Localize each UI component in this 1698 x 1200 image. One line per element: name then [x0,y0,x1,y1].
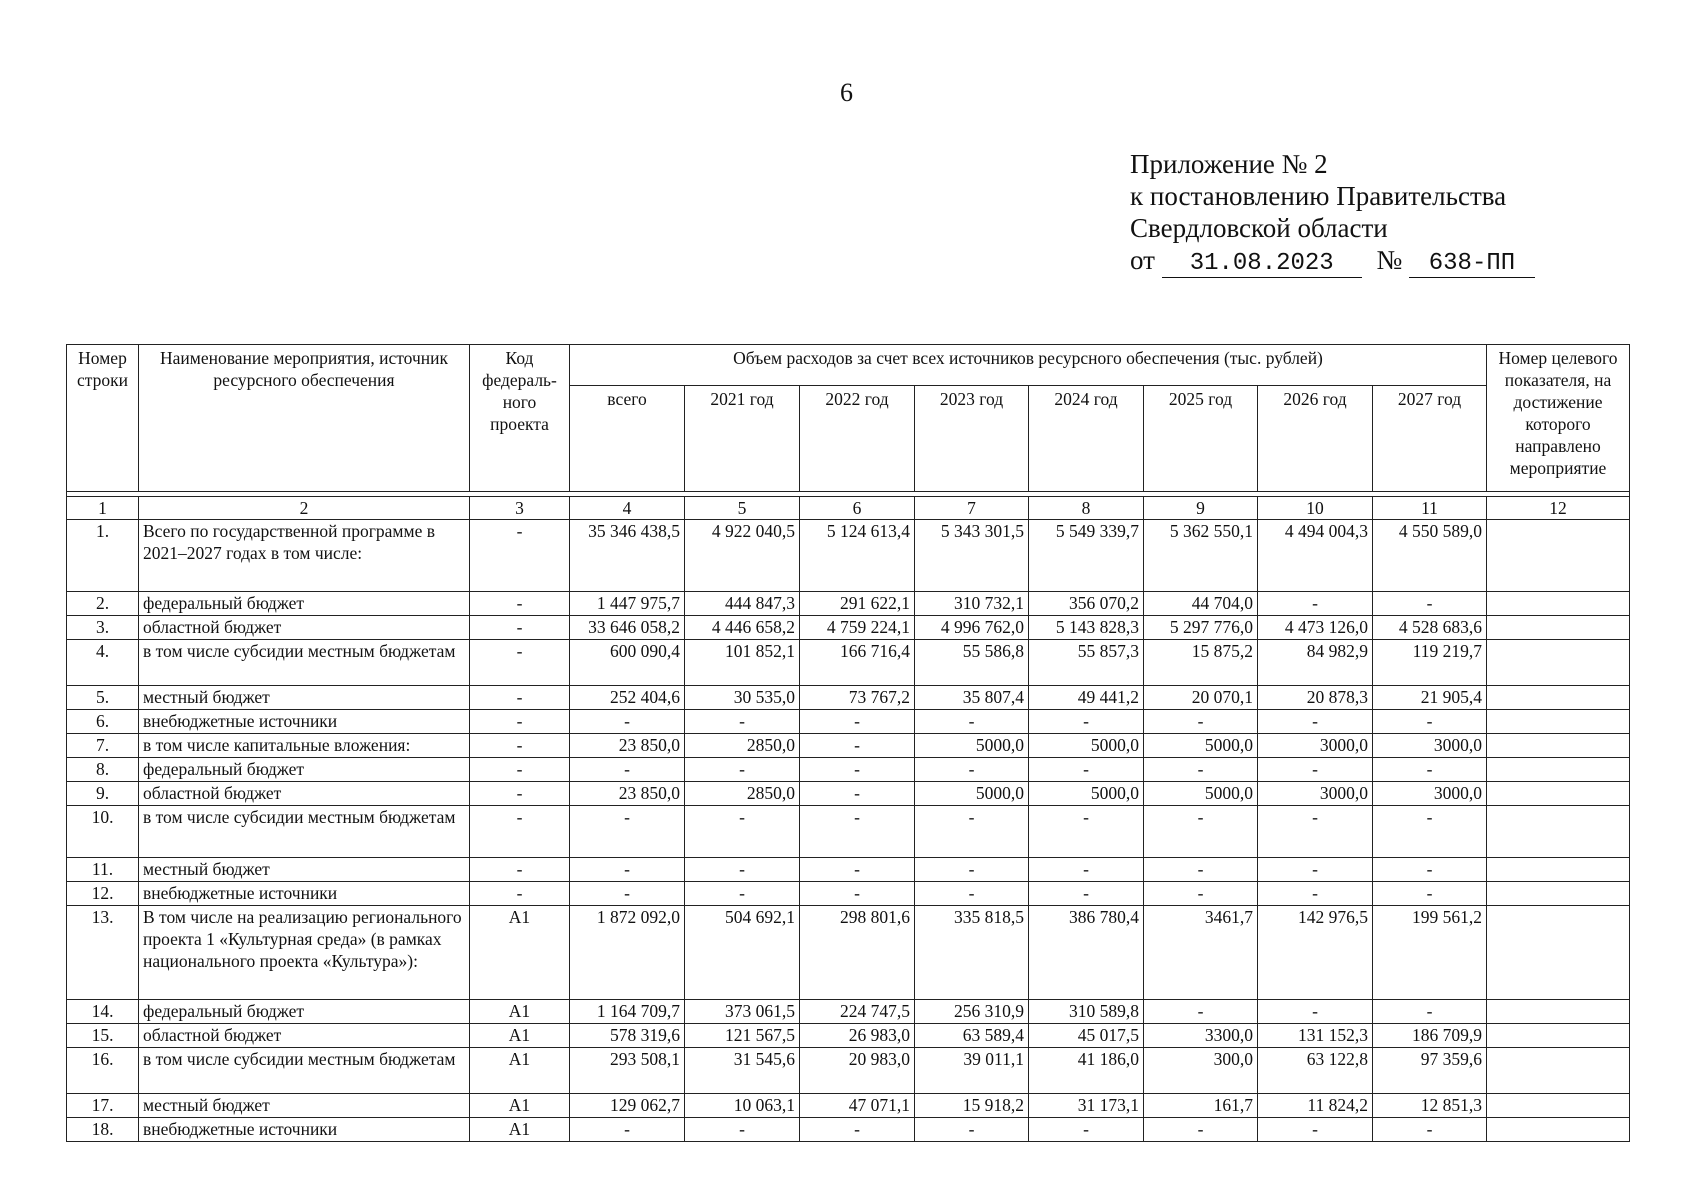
row-value: - [1258,592,1373,616]
row-value: 578 319,6 [570,1024,685,1048]
row-value: 5000,0 [1029,734,1144,758]
row-target [1487,882,1630,906]
row-target [1487,734,1630,758]
row-value: 31 545,6 [685,1048,800,1094]
table-row [67,1048,1630,1094]
table-row [67,858,1630,882]
row-code: - [470,592,570,616]
budget-table-container [66,344,1630,1142]
row-name: В том числе на реализацию регионального проекта 1 «Культурная среда» (в рамках национального проекта «Культура»): [139,906,470,1000]
row-value: - [1029,710,1144,734]
row-name: в том числе капитальные вложения: [139,734,470,758]
header-year-2022: 2022 год [800,386,915,492]
row-value: 4 922 040,5 [685,520,800,592]
row-value: 63 589,4 [915,1024,1029,1048]
row-value: 2850,0 [685,734,800,758]
row-value: 30 535,0 [685,686,800,710]
row-value: 5 297 776,0 [1144,616,1258,640]
header-year-2026: 2026 год [1258,386,1373,492]
row-value: 5000,0 [1144,782,1258,806]
row-value: 15 875,2 [1144,640,1258,686]
row-value: 373 061,5 [685,1000,800,1024]
row-value: - [1373,758,1487,782]
row-number: 1. [67,520,139,592]
row-value: 23 850,0 [570,782,685,806]
table-row [67,1024,1630,1048]
row-value: - [1144,1000,1258,1024]
row-value: - [1029,1118,1144,1142]
row-name: Всего по государственной программе в 2021–2027 годах в том числе: [139,520,470,592]
row-value: 504 692,1 [685,906,800,1000]
row-value: 386 780,4 [1029,906,1144,1000]
row-value: 310 589,8 [1029,1000,1144,1024]
table-row [67,1094,1630,1118]
row-value: 41 186,0 [1029,1048,1144,1094]
header-year-2025: 2025 год [1144,386,1258,492]
table-row [67,686,1630,710]
row-value: 3000,0 [1373,734,1487,758]
row-value: - [915,710,1029,734]
row-value: - [800,1118,915,1142]
row-value: 3461,7 [1144,906,1258,1000]
column-number: 5 [685,497,800,520]
row-name: федеральный бюджет [139,592,470,616]
table-row [67,906,1630,1000]
row-value: - [1373,1118,1487,1142]
row-number: 18. [67,1118,139,1142]
row-code: А1 [470,1118,570,1142]
row-value: - [800,758,915,782]
row-code: - [470,758,570,782]
column-number: 2 [139,497,470,520]
row-value: - [1258,1118,1373,1142]
column-number: 9 [1144,497,1258,520]
row-value: 5000,0 [915,782,1029,806]
row-number: 11. [67,858,139,882]
row-target [1487,858,1630,882]
table-row [67,710,1630,734]
header-volume: Объем расходов за счет всех источников ресурсного обеспечения (тыс. рублей) [570,345,1487,386]
row-value: 101 852,1 [685,640,800,686]
row-value: 600 090,4 [570,640,685,686]
row-value: 1 872 092,0 [570,906,685,1000]
row-number: 16. [67,1048,139,1094]
column-number-row [67,497,1630,520]
table-row [67,520,1630,592]
row-value: - [800,710,915,734]
row-name: местный бюджет [139,1094,470,1118]
row-value: - [1373,592,1487,616]
row-name: местный бюджет [139,686,470,710]
row-value: 11 824,2 [1258,1094,1373,1118]
row-value: - [685,710,800,734]
row-code: - [470,616,570,640]
table-row [67,734,1630,758]
row-value: - [1029,806,1144,858]
decree-date: 31.08.2023 [1162,251,1362,278]
row-value: - [800,782,915,806]
header-row-1 [67,345,1630,386]
column-number: 11 [1373,497,1487,520]
row-value: - [800,734,915,758]
row-name: в том числе субсидии местным бюджетам [139,1048,470,1094]
row-value: 35 346 438,5 [570,520,685,592]
row-number: 3. [67,616,139,640]
row-value: 5000,0 [1029,782,1144,806]
row-code: - [470,686,570,710]
column-number: 4 [570,497,685,520]
row-value: 256 310,9 [915,1000,1029,1024]
row-name: областной бюджет [139,782,470,806]
column-number: 10 [1258,497,1373,520]
table-row [67,592,1630,616]
row-name: в том числе субсидии местным бюджетам [139,640,470,686]
column-number: 6 [800,497,915,520]
row-value: 4 996 762,0 [915,616,1029,640]
row-code: А1 [470,906,570,1000]
header-year-2024: 2024 год [1029,386,1144,492]
table-row [67,782,1630,806]
row-target [1487,1094,1630,1118]
row-number: 12. [67,882,139,906]
table-body [67,492,1630,1142]
row-code: - [470,710,570,734]
row-name: федеральный бюджет [139,1000,470,1024]
row-name: в том числе субсидии местным бюджетам [139,806,470,858]
row-value: 310 732,1 [915,592,1029,616]
row-number: 13. [67,906,139,1000]
table-row [67,640,1630,686]
row-value: - [1258,882,1373,906]
header-year-2021: 2021 год [685,386,800,492]
row-value: 5000,0 [915,734,1029,758]
row-value: 3300,0 [1144,1024,1258,1048]
page-number: 6 [840,78,853,107]
row-code: А1 [470,1000,570,1024]
row-value: 2850,0 [685,782,800,806]
column-number: 8 [1029,497,1144,520]
row-value: - [685,1118,800,1142]
row-code: - [470,640,570,686]
row-value: - [1258,858,1373,882]
row-value: 5 143 828,3 [1029,616,1144,640]
table-row [67,806,1630,858]
row-value: 293 508,1 [570,1048,685,1094]
row-target [1487,1024,1630,1048]
row-number: 10. [67,806,139,858]
row-value: - [570,758,685,782]
decree-number: 638-ПП [1409,251,1535,278]
row-value: 131 152,3 [1258,1024,1373,1048]
row-value: - [1258,758,1373,782]
row-number: 7. [67,734,139,758]
row-value: - [1258,806,1373,858]
date-prefix: от [1130,245,1155,275]
row-name: местный бюджет [139,858,470,882]
row-value: 97 359,6 [1373,1048,1487,1094]
row-value: - [685,882,800,906]
row-value: 121 567,5 [685,1024,800,1048]
row-value: 55 857,3 [1029,640,1144,686]
row-value: - [570,806,685,858]
row-value: 20 070,1 [1144,686,1258,710]
row-value: - [685,858,800,882]
row-target [1487,592,1630,616]
row-code: - [470,782,570,806]
row-target [1487,1118,1630,1142]
row-code: А1 [470,1094,570,1118]
row-value: 5 343 301,5 [915,520,1029,592]
row-target [1487,520,1630,592]
column-number: 12 [1487,497,1630,520]
appendix-title: Приложение № 2 [1130,149,1328,179]
row-value: - [915,858,1029,882]
row-target [1487,616,1630,640]
budget-table [66,344,1630,1142]
row-value: 39 011,1 [915,1048,1029,1094]
row-code: А1 [470,1048,570,1094]
row-value: 3000,0 [1258,734,1373,758]
row-value: - [800,882,915,906]
row-value: 4 550 589,0 [1373,520,1487,592]
header-year-2027: 2027 год [1373,386,1487,492]
row-value: 26 983,0 [800,1024,915,1048]
column-number: 7 [915,497,1029,520]
row-number: 2. [67,592,139,616]
header-year-2023: 2023 год [915,386,1029,492]
row-target [1487,1048,1630,1094]
row-target [1487,806,1630,858]
row-value: 4 528 683,6 [1373,616,1487,640]
row-value: 166 716,4 [800,640,915,686]
row-value: 356 070,2 [1029,592,1144,616]
row-value: 20 878,3 [1258,686,1373,710]
row-value: 161,7 [1144,1094,1258,1118]
row-value: 10 063,1 [685,1094,800,1118]
header-target: Номер целевого показателя, на достижение которого направлено мероприятие [1487,345,1630,492]
row-value: - [915,882,1029,906]
row-value: 252 404,6 [570,686,685,710]
appendix-date-line [1130,244,1535,278]
row-value: - [1029,758,1144,782]
row-value: 298 801,6 [800,906,915,1000]
row-value: 5 124 613,4 [800,520,915,592]
row-number: 15. [67,1024,139,1048]
row-value: 55 586,8 [915,640,1029,686]
row-number: 17. [67,1094,139,1118]
row-value: 142 976,5 [1258,906,1373,1000]
column-number: 1 [67,497,139,520]
row-value: 15 918,2 [915,1094,1029,1118]
row-value: 186 709,9 [1373,1024,1487,1048]
row-value: 45 017,5 [1029,1024,1144,1048]
column-number: 3 [470,497,570,520]
row-value: 23 850,0 [570,734,685,758]
row-target [1487,782,1630,806]
table-row [67,1118,1630,1142]
row-value: 291 622,1 [800,592,915,616]
row-value: 4 446 658,2 [685,616,800,640]
row-value: - [1373,858,1487,882]
row-value: - [1373,1000,1487,1024]
row-number: 4. [67,640,139,686]
row-target [1487,1000,1630,1024]
row-code: - [470,734,570,758]
row-value: 31 173,1 [1029,1094,1144,1118]
row-value: 12 851,3 [1373,1094,1487,1118]
row-name: внебюджетные источники [139,1118,470,1142]
row-value: 21 905,4 [1373,686,1487,710]
row-value: 35 807,4 [915,686,1029,710]
row-value: 5000,0 [1144,734,1258,758]
row-value: - [800,806,915,858]
row-value: - [1373,882,1487,906]
row-number: 9. [67,782,139,806]
row-value: 73 767,2 [800,686,915,710]
row-value: - [1144,758,1258,782]
row-value: 33 646 058,2 [570,616,685,640]
row-value: - [1258,1000,1373,1024]
row-value: 4 759 224,1 [800,616,915,640]
row-value: - [1144,882,1258,906]
row-value: - [800,858,915,882]
row-value: 444 847,3 [685,592,800,616]
row-code: А1 [470,1024,570,1048]
row-value: - [915,1118,1029,1142]
row-target [1487,906,1630,1000]
row-value: - [1029,858,1144,882]
row-number: 6. [67,710,139,734]
number-prefix: № [1376,245,1403,275]
row-target [1487,686,1630,710]
row-value: 47 071,1 [800,1094,915,1118]
row-value: 199 561,2 [1373,906,1487,1000]
row-name: внебюджетные источники [139,882,470,906]
row-value: - [1029,882,1144,906]
row-value: 3000,0 [1373,782,1487,806]
header-name: Наименование мероприятия, источник ресурсного обеспечения [139,345,470,492]
row-code: - [470,858,570,882]
row-value: - [570,882,685,906]
row-name: областной бюджет [139,616,470,640]
header-code: Код федераль-ного проекта [470,345,570,492]
row-value: 20 983,0 [800,1048,915,1094]
row-value: - [570,1118,685,1142]
row-value: 5 362 550,1 [1144,520,1258,592]
row-value: 84 982,9 [1258,640,1373,686]
row-value: - [1144,1118,1258,1142]
row-name: федеральный бюджет [139,758,470,782]
row-value: 1 164 709,7 [570,1000,685,1024]
row-number: 14. [67,1000,139,1024]
row-code: - [470,520,570,592]
header-total: всего [570,386,685,492]
row-value: - [685,758,800,782]
row-value: - [915,806,1029,858]
header-row-number: Номер строки [67,345,139,492]
row-value: - [570,710,685,734]
row-name: внебюджетные источники [139,710,470,734]
row-number: 5. [67,686,139,710]
row-value: 119 219,7 [1373,640,1487,686]
row-code: - [470,882,570,906]
row-value: - [570,858,685,882]
row-value: 335 818,5 [915,906,1029,1000]
row-value: - [1144,806,1258,858]
row-value: - [1144,710,1258,734]
row-number: 8. [67,758,139,782]
row-value: 224 747,5 [800,1000,915,1024]
row-code: - [470,806,570,858]
appendix-line-2: к постановлению Правительства [1130,181,1507,211]
row-value: - [1258,710,1373,734]
row-value: - [1144,858,1258,882]
row-value: 49 441,2 [1029,686,1144,710]
row-value: 4 494 004,3 [1258,520,1373,592]
table-row [67,882,1630,906]
appendix-line-3: Свердловской области [1130,213,1388,243]
row-value: 1 447 975,7 [570,592,685,616]
table-row [67,616,1630,640]
row-value: 129 062,7 [570,1094,685,1118]
row-target [1487,640,1630,686]
row-name: областной бюджет [139,1024,470,1048]
row-value: - [685,806,800,858]
table-row [67,1000,1630,1024]
row-value: - [1373,710,1487,734]
table-row [67,758,1630,782]
row-value: 5 549 339,7 [1029,520,1144,592]
row-value: - [1373,806,1487,858]
row-value: - [915,758,1029,782]
row-value: 44 704,0 [1144,592,1258,616]
row-value: 3000,0 [1258,782,1373,806]
row-value: 4 473 126,0 [1258,616,1373,640]
row-target [1487,758,1630,782]
appendix-header [1130,148,1535,278]
row-value: 63 122,8 [1258,1048,1373,1094]
row-target [1487,710,1630,734]
row-value: 300,0 [1144,1048,1258,1094]
